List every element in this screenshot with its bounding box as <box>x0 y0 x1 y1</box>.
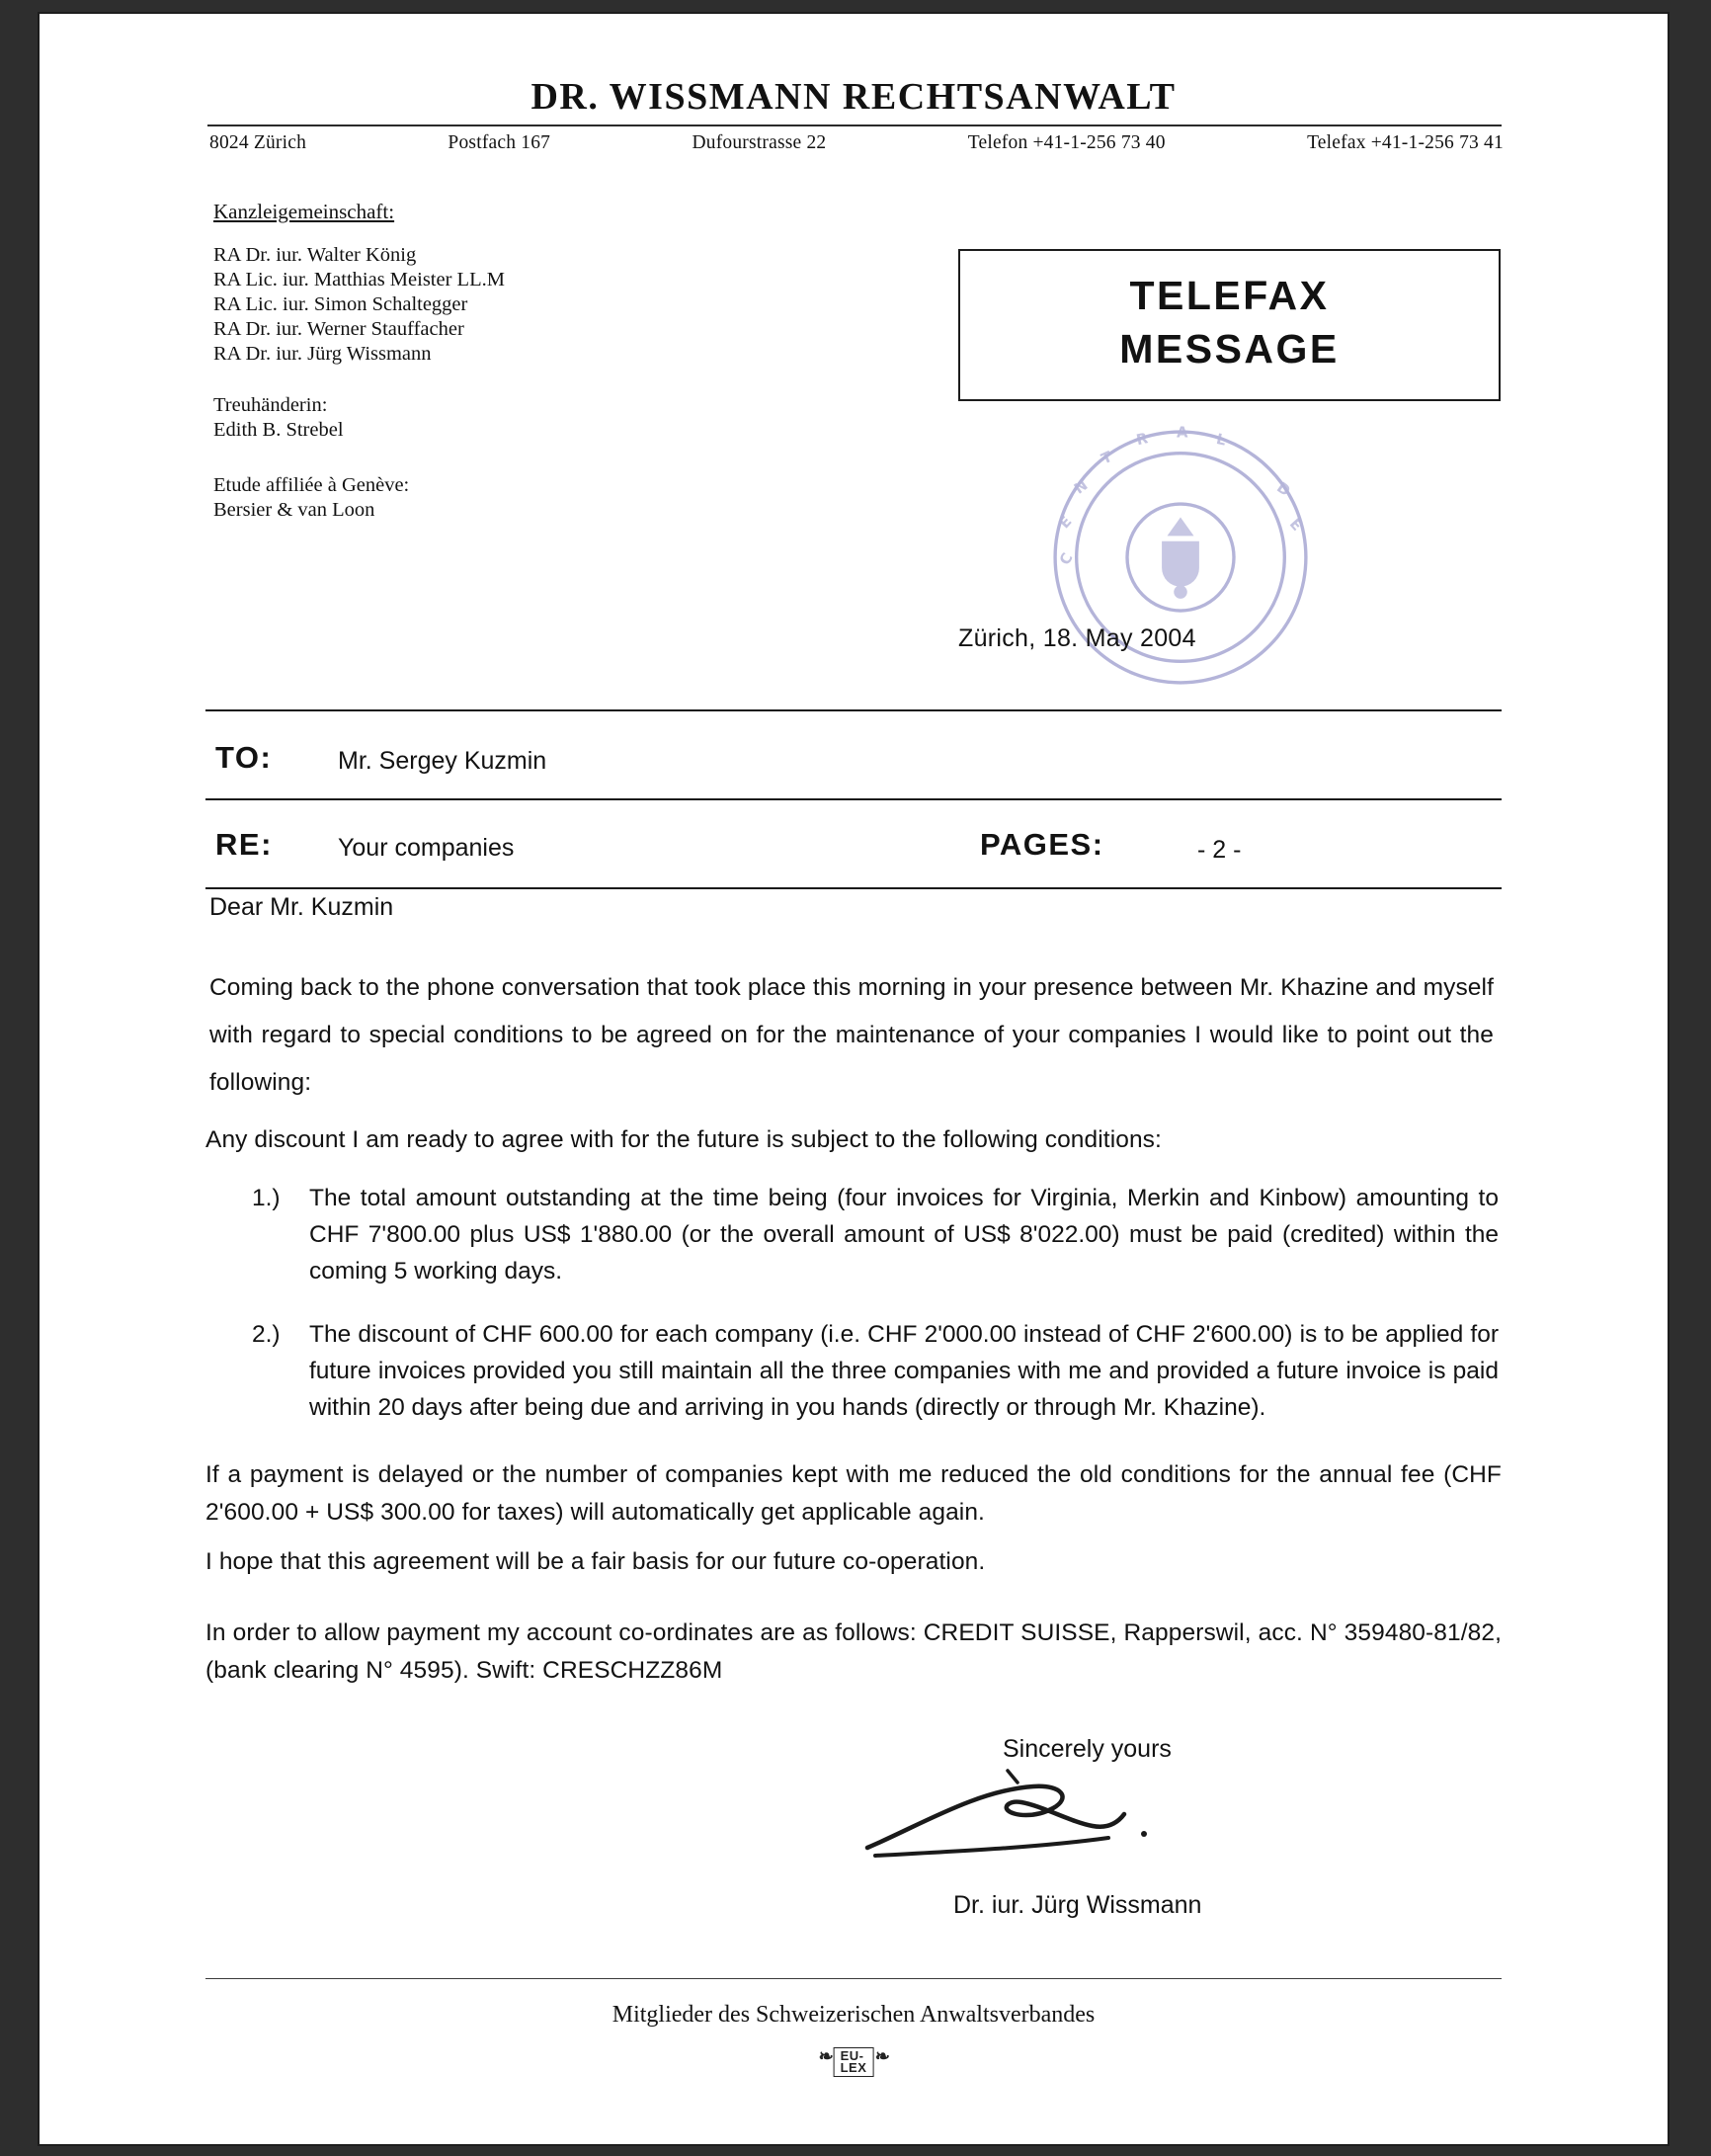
partner-list <box>213 243 505 367</box>
paragraph-3: If a payment is delayed or the number of companies kept with me reduced the old conditions for the annual fee (CHF 2'600.00 + US$ 300.00 for taxes) will automatically get applicable again. <box>205 1461 1502 1526</box>
body-divider <box>205 887 1502 889</box>
scanned-fax-sheet <box>40 14 1668 2144</box>
to-value: Mr. Sergey Kuzmin <box>338 747 547 775</box>
treuhaenderin-label: Treuhänderin: <box>213 394 328 416</box>
svg-text:T: T <box>1098 447 1115 468</box>
svg-text:L: L <box>1214 430 1228 450</box>
telefax-message-box <box>958 249 1501 401</box>
list-item <box>252 1180 1499 1290</box>
contact-street: Dufourstrasse 22 <box>692 132 827 153</box>
eulex-logo-icon <box>818 2046 891 2077</box>
svg-text:A: A <box>1176 424 1188 442</box>
list-item-number: 1.) <box>252 1185 281 1211</box>
closing: Sincerely yours <box>1003 1735 1172 1763</box>
kanzleigemeinschaft-label: Kanzleigemeinschaft: <box>213 200 395 223</box>
list-item-text: The total amount outstanding at the time being (four invoices for Virginia, Merkin and Kinbow) amounting to CHF 7'800.00 plus US$ 1'880.00 (or the overall amount of US$ 8'022.00) must be paid (credited) within the coming 5 working days. <box>309 1185 1499 1285</box>
contact-telefax: Telefax +41-1-256 73 41 <box>1307 132 1504 153</box>
contact-telefon: Telefon +41-1-256 73 40 <box>967 132 1166 153</box>
eulex-wing-left: ❧ <box>818 2046 835 2066</box>
svg-text:E: E <box>1285 515 1306 535</box>
partner-item: RA Dr. iur. Walter König <box>213 244 417 266</box>
contact-address: 8024 Zürich <box>209 132 307 153</box>
pages-value: - 2 - <box>1197 836 1242 864</box>
paragraph-2: Any discount I am ready to agree with for the future is subject to the following conditions: <box>205 1126 1162 1153</box>
paragraph-5: In order to allow payment my account co-ordinates are as follows: CREDIT SUISSE, Rapperswil, acc. N° 359480-81/82, (bank clearing N° 4595). Swift: CRESCHZZ86M <box>205 1619 1502 1684</box>
list-item-text: The discount of CHF 600.00 for each company (i.e. CHF 2'000.00 instead of CHF 2'600.00) is to be applied for future invoices provided you still maintain all the three companies with me and provided a future invoice is paid within 20 days after being due and arriving in you hands (directly or through Mr. Khazine). <box>309 1320 1499 1422</box>
paragraph-4: I hope that this agreement will be a fair basis for our future co-operation. <box>205 1548 986 1575</box>
eulex-line1: EU- <box>840 2048 864 2063</box>
partner-item: RA Dr. iur. Jürg Wissmann <box>213 343 432 365</box>
partner-item: RA Dr. iur. Werner Stauffacher <box>213 318 464 340</box>
re-divider <box>205 798 1502 800</box>
city-date: Zürich, 18. May 2004 <box>958 624 1196 652</box>
salutation: Dear Mr. Kuzmin <box>209 893 394 921</box>
signature-icon <box>859 1765 1185 1873</box>
paragraph-1: Coming back to the phone conversation that took place this morning in your presence between Mr. Khazine and myself with regard to special conditions to be agreed on for the maintenance of your companies I would like to point out the following: <box>209 974 1494 1096</box>
re-value: Your companies <box>338 834 515 862</box>
svg-text:N: N <box>1070 475 1092 498</box>
etude-name: Bersier & van Loon <box>213 499 375 521</box>
contact-line <box>209 132 1504 154</box>
partner-item: RA Lic. iur. Matthias Meister LL.M <box>213 269 505 290</box>
signer-name: Dr. iur. Jürg Wissmann <box>953 1891 1202 1919</box>
contact-postfach: Postfach 167 <box>448 132 551 153</box>
partner-item: RA Lic. iur. Simon Schaltegger <box>213 293 468 315</box>
svg-text:R: R <box>1134 429 1150 450</box>
fax-content <box>40 14 1668 2144</box>
etude-label: Etude affiliée à Genève: <box>213 474 410 496</box>
letterhead-divider <box>207 124 1502 126</box>
svg-text:D: D <box>1273 478 1294 501</box>
eulex-line2: LEX <box>840 2060 867 2075</box>
list-item <box>252 1316 1499 1427</box>
svg-text:E: E <box>1055 512 1076 533</box>
telefax-box-line1: TELEFAX <box>1129 273 1330 318</box>
list-item-number: 2.) <box>252 1320 281 1348</box>
svg-text:C: C <box>1055 549 1077 568</box>
firm-name: DR. WISSMANN RECHTSANWALT <box>530 76 1177 118</box>
to-label: TO: <box>215 740 273 775</box>
telefax-box-line2: MESSAGE <box>1119 326 1340 372</box>
to-divider <box>205 709 1502 711</box>
pages-label: PAGES: <box>980 827 1104 862</box>
treuhaenderin-name: Edith B. Strebel <box>213 419 344 441</box>
eulex-wing-right: ❧ <box>874 2046 891 2066</box>
footer-divider <box>205 1978 1502 1979</box>
conditions-list <box>252 1180 1499 1451</box>
footer-text: Mitglieder des Schweizerischen Anwaltsverbandes <box>611 2002 1096 2028</box>
re-label: RE: <box>215 827 273 862</box>
